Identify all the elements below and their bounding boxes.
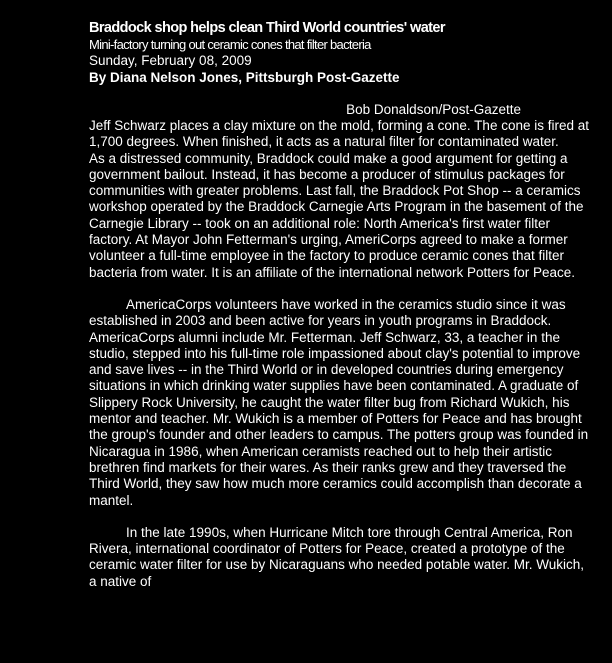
publication-date: Sunday, February 08, 2009: [89, 53, 252, 68]
byline: By Diana Nelson Jones, Pittsburgh Post-Gazette: [89, 70, 400, 85]
article: [89, 20, 589, 590]
headline: Braddock shop helps clean Third World countries' water: [89, 20, 445, 36]
body-paragraph-3: In the late 1990s, when Hurricane Mitch tore through Central America, Ron Rivera, international coordinator of Potters for Peace, created a prototype of the ceramic water filter for use by Nicaraguans who needed potable water. Mr. Wukich, a native of: [89, 524, 584, 589]
subheadline: Mini-factory turning out ceramic cones that filter bacteria: [89, 37, 371, 52]
body-paragraph-1: As a distressed community, Braddock could make a good argument for getting a government bailout. Instead, it has become a producer of stimulus packages for communities with greater problems. Last fall, the Braddock Pot Shop -- a ceramics workshop operated by the Braddock Carnegie Arts Program in the basement of the Carnegie Library -- took on an additional role: North America's first water filter factory. At Mayor John Fetterman's urging, AmeriCorps agreed to make a former volunteer a full-time employee in the factory to produce ceramic cones that filter bacteria from water. It is an affiliate of the international network Potters for Peace.: [89, 150, 584, 280]
photo-credit: Bob Donaldson/Post-Gazette: [346, 102, 521, 117]
article-body: [89, 118, 589, 590]
photo-caption: Jeff Schwarz places a clay mixture on the mold, forming a cone. The cone is fired at 1,700 degrees. When finished, it acts as a natural filter for contaminated water.: [89, 118, 589, 150]
body-paragraph-2: AmericaCorps volunteers have worked in the ceramics studio since it was established in 2003 and been active for years in youth programs in Braddock. AmericaCorps alumni include Mr. Fetterman. Jeff Schwarz, 33, a teacher in the studio, stepped into his full-time role impassioned about clay's potential to improve and save lives -- in the Third World or in developed countries during emergency situations in which drinking water supplies have been contaminated. A graduate of Slippery Rock University, he caught the water filter bug from Richard Wukich, his mentor and teacher. Mr. Wukich is a member of Potters for Peace and has brought the group's founder and other leaders to campus. The potters group was founded in Nicaragua in 1986, when American ceramists reached out to help their artistic brethren find markets for their wares. As their ranks grew and they traversed the Third World, they saw how much more ceramics could accomplish than decorate a mantel.: [89, 296, 589, 508]
